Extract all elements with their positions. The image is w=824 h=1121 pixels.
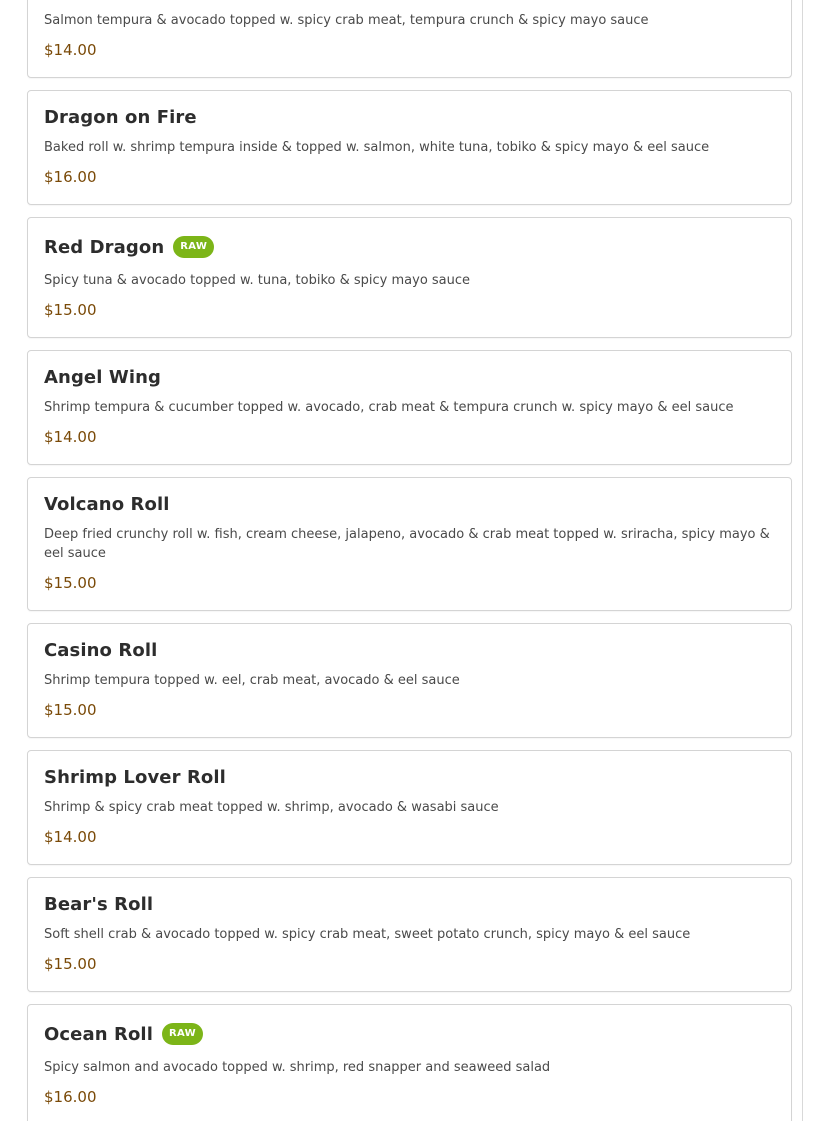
menu-item-header: [44, 106, 775, 128]
menu-item-description: Spicy salmon and avocado topped w. shrimp, red snapper and seaweed salad: [44, 1060, 551, 1075]
menu-item-header: [44, 893, 775, 915]
menu-item-header: [44, 233, 775, 261]
raw-badge: RAW: [173, 236, 214, 258]
menu-item-card[interactable]: [27, 350, 792, 465]
menu-item-name: Bear's Roll: [44, 893, 154, 915]
menu-item-header: [44, 493, 775, 515]
menu-item-name: Red Dragon: [44, 236, 165, 258]
menu-item-header: [44, 639, 775, 661]
menu-item-price: $14.00: [44, 828, 97, 846]
menu-item-name: Casino Roll: [44, 639, 158, 661]
menu-item-description: Spicy tuna & avocado topped w. tuna, tobiko & spicy mayo sauce: [44, 273, 471, 288]
menu-item-description: Shrimp & spicy crab meat topped w. shrimp, avocado & wasabi sauce: [44, 800, 499, 815]
menu-item-card[interactable]: [27, 750, 792, 865]
menu-item-price: $15.00: [44, 701, 97, 719]
menu-item-name: Angel Wing: [44, 366, 161, 388]
menu-item-header: [44, 1020, 775, 1048]
menu-item-card[interactable]: [27, 0, 792, 78]
menu-item-price: $15.00: [44, 301, 97, 319]
menu-item-price: $15.00: [44, 574, 97, 592]
menu-item-name: Volcano Roll: [44, 493, 170, 515]
menu-item-list: [27, 0, 792, 1121]
menu-item-card[interactable]: [27, 1004, 792, 1121]
menu-item-price: $16.00: [44, 1088, 97, 1106]
menu-item-card[interactable]: [27, 217, 792, 338]
menu-item-description: Shrimp tempura & cucumber topped w. avocado, crab meat & tempura crunch w. spicy mayo & eel sauce: [44, 400, 734, 415]
menu-item-description: Salmon tempura & avocado topped w. spicy crab meat, tempura crunch & spicy mayo sauce: [44, 13, 649, 28]
menu-item-card[interactable]: [27, 90, 792, 205]
menu-item-card[interactable]: [27, 623, 792, 738]
menu-item-header: [44, 366, 775, 388]
menu-item-description: Baked roll w. shrimp tempura inside & topped w. salmon, white tuna, tobiko & spicy mayo & eel sauce: [44, 140, 710, 155]
menu-item-price: $15.00: [44, 955, 97, 973]
menu-item-price: $16.00: [44, 168, 97, 186]
menu-item-header: [44, 0, 775, 1]
menu-item-name: Dragon on Fire: [44, 106, 197, 128]
raw-badge: RAW: [162, 1023, 203, 1045]
menu-item-card[interactable]: [27, 477, 792, 611]
menu-item-price: $14.00: [44, 428, 97, 446]
scroll-edge-divider: [802, 0, 803, 1121]
menu-item-name: Ocean Roll: [44, 1023, 153, 1045]
menu-item-card[interactable]: [27, 877, 792, 992]
menu-item-price: $14.00: [44, 41, 97, 59]
menu-item-description: Deep fried crunchy roll w. fish, cream cheese, jalapeno, avocado & crab meat topped w. sriracha, spicy mayo & eel sauce: [44, 527, 770, 561]
menu-item-header: [44, 766, 775, 788]
menu-item-description: Soft shell crab & avocado topped w. spicy crab meat, sweet potato crunch, spicy mayo & eel sauce: [44, 927, 691, 942]
menu-item-name: Shrimp Lover Roll: [44, 766, 226, 788]
menu-item-description: Shrimp tempura topped w. eel, crab meat, avocado & eel sauce: [44, 673, 460, 688]
